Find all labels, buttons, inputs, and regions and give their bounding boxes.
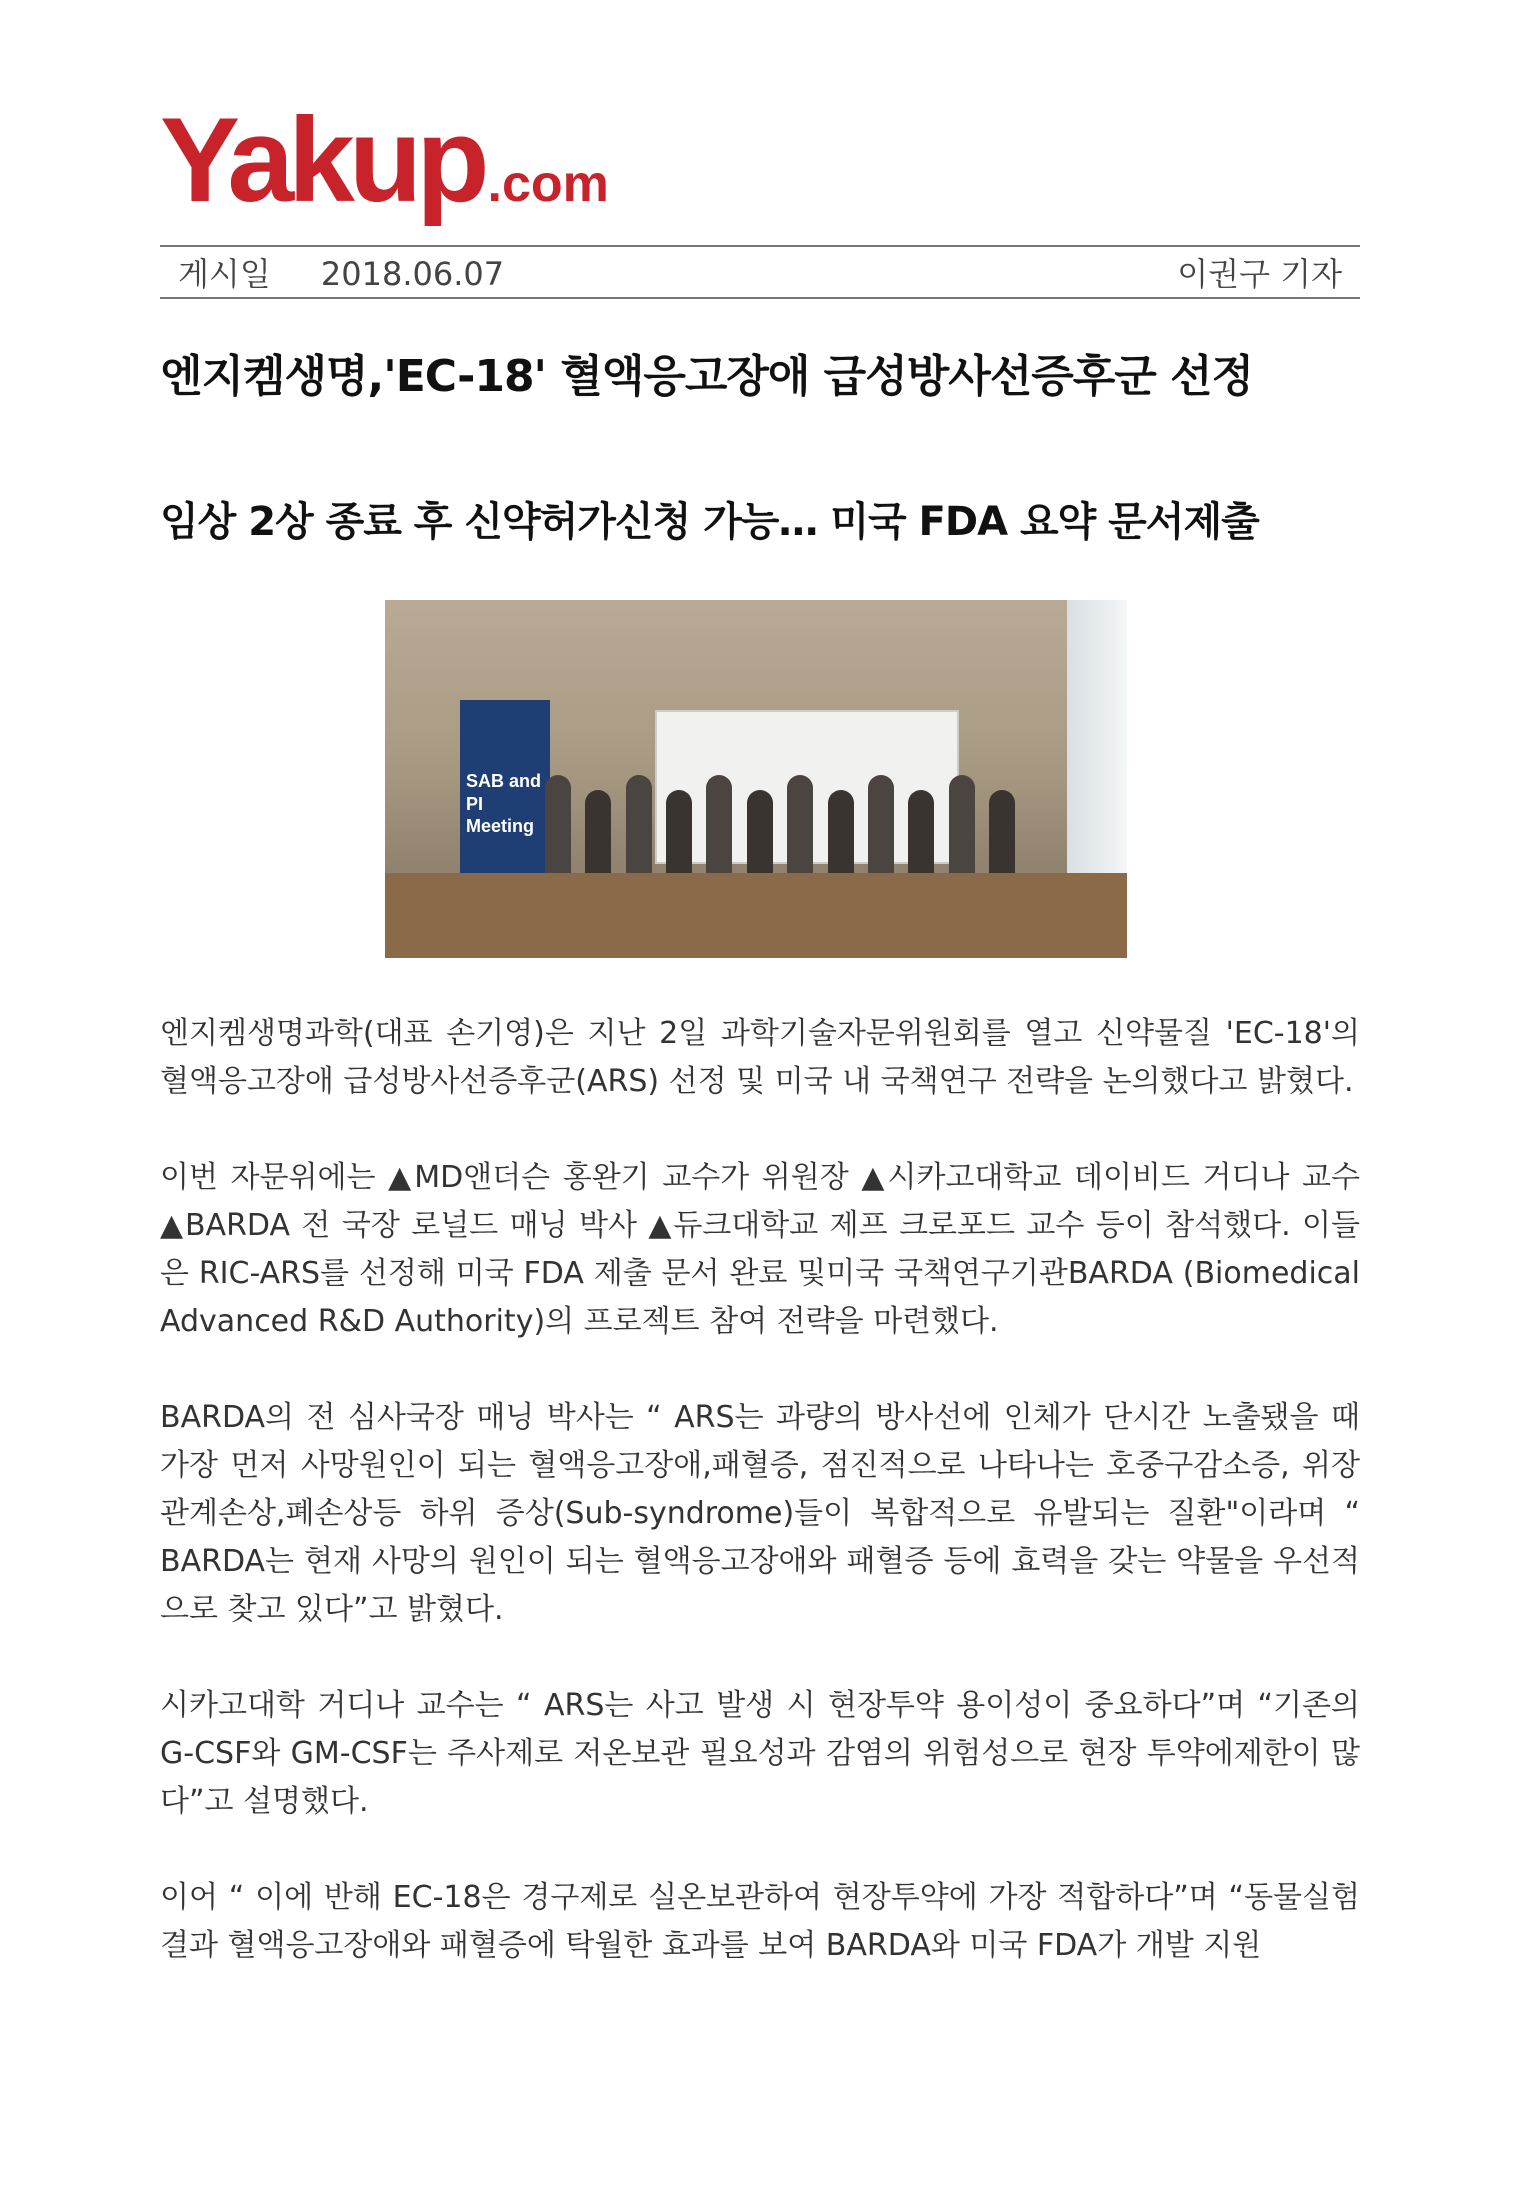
publish-info: [160, 249, 504, 295]
photo-conference-table: [385, 873, 1127, 958]
yakup-logo[interactable]: [160, 93, 680, 230]
publish-date: 2018.06.07: [320, 255, 505, 293]
article-photo: [385, 600, 1127, 958]
article-paragraph: BARDA의 전 심사국장 매닝 박사는 “ ARS는 과량의 방사선에 인체가 단시간 노출됐을 때 가장 먼저 사망원인이 되는 혈액응고장애,패혈증, 점진적으로 나타나는 호중구감소증, 위장관계손상,폐손상등 하위 증상(Sub-syndrome)들이 복합적으로 유발되는 질환"이라며 “ BARDA는 현재 사망의 원인이 되는 혈액응고장애와 패혈증 등에 효력을 갖는 약물을 우선적으로 찾고 있다”고 밝혔다.: [160, 1400, 1360, 1627]
article-meta-bar: [160, 245, 1360, 299]
publish-date-label: 게시일: [178, 255, 271, 293]
article-paragraph: 엔지켐생명과학(대표 손기영)은 지난 2일 과학기술자문위원회를 열고 신약물질 'EC-18'의 혈액응고장애 급성방사선증후군(ARS) 선정 및 미국 내 국책연구 전략을 논의했다고 밝혔다.: [160, 1016, 1360, 1099]
article-paragraph: 시카고대학 거디나 교수는 “ ARS는 사고 발생 시 현장투약 용이성이 중요하다”며 “기존의 G-CSF와 GM-CSF는 주사제로 저온보관 필요성과 감염의 위험성으로 현장 투약에제한이 많다”고 설명했다.: [160, 1688, 1360, 1819]
article-paragraph: 이번 자문위에는 ▲MD앤더슨 홍완기 교수가 위원장 ▲시카고대학교 데이비드 거디나 교수▲BARDA 전 국장 로널드 매닝 박사 ▲듀크대학교 제프 크로포드 교수 등이 참석했다. 이들은 RIC-ARS를 선정해 미국 FDA 제출 문서 완료 및미국 국책연구기관BARDA (Biomedical Advanced R&D Authority)의 프로젝트 참여 전략을 마련했다.: [160, 1160, 1360, 1339]
photo-meeting-banner: SAB and PI Meeting: [460, 700, 550, 900]
logo-wordmark: Yakup: [160, 93, 484, 227]
article-body: [160, 1010, 1360, 2018]
article-paragraph: 이어 “ 이에 반해 EC-18은 경구제로 실온보관하여 현장투약에 가장 적합하다”며 “동물실험결과 혈액응고장애와 패혈증에 탁월한 효과를 보여 BARDA와 미국 FDA가 개발 지원: [160, 1880, 1360, 1963]
article-headline: 엔지켐생명,'EC-18' 혈액응고장애 급성방사선증후군 선정: [160, 351, 1254, 402]
article-subheadline: 임상 2상 종료 후 신약허가신청 가능… 미국 FDA 요약 문서제출: [160, 499, 1259, 545]
article-author: 이권구 기자: [1177, 255, 1342, 293]
logo-domain: .com: [487, 155, 609, 213]
